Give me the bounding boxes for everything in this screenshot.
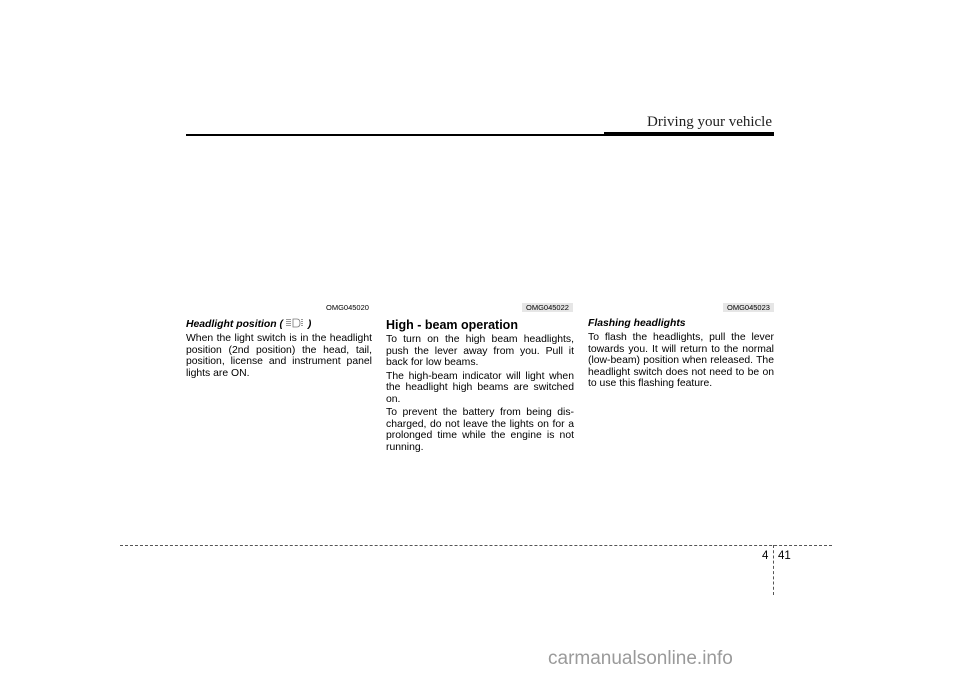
section-heading-flashing: Flashing headlights xyxy=(588,318,686,329)
figure-code-3: OMG045023 xyxy=(723,303,774,312)
heading-text-end: ) xyxy=(304,319,312,330)
figure-area-2 xyxy=(386,136,574,312)
paragraph: To flash the headlights, pull the lever towards you. It will return to the normal (low-beam) position when released. The headlight switch does not need to be on to use this flashing feature. xyxy=(588,332,774,389)
paragraph: To prevent the battery from being dis-charged, do not leave the lights on for a prolonged time while the engine is not running. xyxy=(386,407,574,453)
watermark: carmanualsonline.info xyxy=(548,648,733,669)
footer-divider xyxy=(773,545,774,595)
header-title: Driving your vehicle xyxy=(647,114,772,130)
footer-rule xyxy=(120,545,832,546)
section-heading-headlight xyxy=(186,318,372,331)
figure-code-1: OMG045020 xyxy=(326,303,369,312)
headlight-symbol-icon xyxy=(284,318,304,328)
column-2 xyxy=(386,318,574,455)
figure-area-3 xyxy=(588,136,774,312)
figure-area-1 xyxy=(186,136,372,312)
figure-code-2: OMG045022 xyxy=(522,303,573,312)
column-3 xyxy=(588,318,774,392)
page-number: 41 xyxy=(778,550,791,562)
column-1 xyxy=(186,318,372,381)
heading-text: Headlight position ( xyxy=(186,319,283,330)
section-heading-high-beam: High - beam operation xyxy=(386,318,518,332)
paragraph: The high-beam indicator will light when the headlight high beams are switched on. xyxy=(386,370,574,405)
chapter-number: 4 xyxy=(762,550,769,562)
paragraph: When the light switch is in the headlight position (2nd position) the head, tail, position, license and instrument panel lights are ON. xyxy=(186,333,372,379)
paragraph: To turn on the high beam headlights, push the lever away from you. Pull it back for low beams. xyxy=(386,334,574,368)
